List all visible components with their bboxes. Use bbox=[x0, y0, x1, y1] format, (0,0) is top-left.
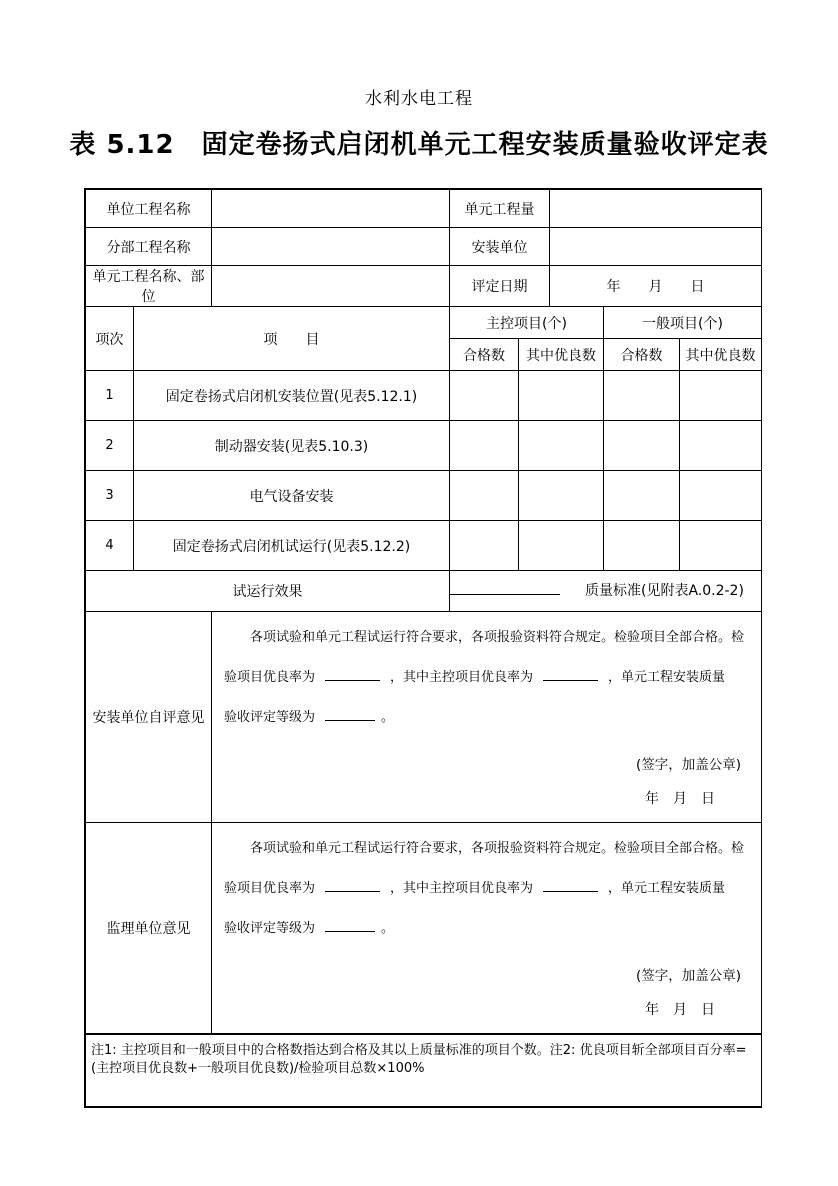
item-1-general-excellent-cell bbox=[680, 371, 762, 421]
installation-unit-value bbox=[550, 228, 762, 266]
opinion-text-line2c: ，单元工程安装质量 bbox=[608, 670, 726, 685]
trial-run-row bbox=[86, 571, 762, 612]
quality-standard-cell bbox=[450, 571, 762, 612]
note-row bbox=[86, 1034, 762, 1107]
opinion-text-line3b: 。 bbox=[381, 710, 395, 725]
item-name: 电气设备安装 bbox=[134, 471, 450, 521]
item-3-general-pass-cell bbox=[604, 471, 680, 521]
supervisor-opinion-section bbox=[85, 822, 762, 1034]
unit-name-part-label: 单元工程名称、部位 bbox=[86, 266, 212, 307]
opinion-text-line3b: 。 bbox=[381, 921, 395, 936]
grade-blank bbox=[325, 720, 375, 721]
item-name: 制动器安装(见表5.10.3) bbox=[134, 421, 450, 471]
supervisor-opinion-content bbox=[212, 823, 762, 1034]
unit-work-quantity-value bbox=[550, 190, 762, 228]
item-4-general-pass-cell bbox=[604, 521, 680, 571]
unit-name-part-value bbox=[212, 266, 450, 307]
installer-opinion-row bbox=[86, 612, 762, 823]
footnote-text: 注1: 主控项目和一般项目中的合格数指达到合格及其以上质量标准的项目个数。注2: 优良项目斩全部项目百分率=(主控项目优良数+一般项目优良数)/检验项目总数×100% bbox=[86, 1034, 762, 1107]
quality-standard-label: 质量标准(见附表A.0.2-2) bbox=[585, 582, 744, 599]
item-3-main-pass-cell bbox=[450, 471, 519, 521]
item-2-general-pass-cell bbox=[604, 421, 680, 471]
table-row-item-4 bbox=[86, 521, 762, 571]
item-3-general-excellent-cell bbox=[680, 471, 762, 521]
excellent-rate-blank bbox=[325, 891, 380, 892]
supervisor-opinion-paragraph bbox=[212, 824, 761, 949]
item-no: 3 bbox=[86, 471, 134, 521]
column-header-main-excellent-count: 其中优良数 bbox=[519, 339, 604, 371]
main-excellent-rate-blank bbox=[543, 680, 598, 681]
item-3-main-excellent-cell bbox=[519, 471, 604, 521]
table-row-item-1 bbox=[86, 371, 762, 421]
item-4-main-pass-cell bbox=[450, 521, 519, 571]
opinion-text-line2c: ，单元工程安装质量 bbox=[608, 881, 726, 896]
opinion-text-line2b: ，其中主控项目优良率为 bbox=[390, 670, 534, 685]
column-header-general-pass-count: 合格数 bbox=[604, 339, 680, 371]
column-group-general: 一般项目(个) bbox=[604, 307, 762, 339]
signature-date: 年 月 日 bbox=[645, 791, 715, 807]
supervisor-opinion-row bbox=[86, 823, 762, 1034]
column-header-general-excellent-count: 其中优良数 bbox=[680, 339, 762, 371]
info-row-unit-project bbox=[86, 190, 762, 228]
info-row-division-project bbox=[86, 228, 762, 266]
item-2-main-pass-cell bbox=[450, 421, 519, 471]
grid-header-row-groups bbox=[86, 307, 762, 339]
document-header: 水利水电工程 bbox=[365, 89, 473, 109]
item-no: 4 bbox=[86, 521, 134, 571]
item-4-main-excellent-cell bbox=[519, 521, 604, 571]
division-project-name-value bbox=[212, 228, 450, 266]
signature-date: 年 月 日 bbox=[645, 1002, 715, 1018]
installer-opinion-paragraph bbox=[212, 613, 761, 738]
table-row-item-2 bbox=[86, 421, 762, 471]
opinion-text-line1: 各项试验和单元工程试运行符合要求，各项报验资料符合规定。检验项目全部合格。检 bbox=[250, 630, 745, 645]
item-1-main-excellent-cell bbox=[519, 371, 604, 421]
opinion-text-line3 bbox=[224, 909, 751, 949]
opinion-text-line3a: 验收评定等级为 bbox=[224, 921, 316, 936]
signature-seal-note: (签字，加盖公章) bbox=[635, 757, 741, 773]
item-name: 固定卷扬式启闭机安装位置(见表5.12.1) bbox=[134, 371, 450, 421]
excellent-rate-blank bbox=[325, 680, 380, 681]
grade-blank bbox=[325, 931, 375, 932]
items-section bbox=[85, 306, 762, 571]
opinion-text-line1: 各项试验和单元工程试运行符合要求，各项报验资料符合规定。检验项目全部合格。检 bbox=[250, 841, 745, 856]
item-1-main-pass-cell bbox=[450, 371, 519, 421]
item-4-general-excellent-cell bbox=[680, 521, 762, 571]
column-header-item-no: 项次 bbox=[86, 307, 134, 371]
opinion-text-line2 bbox=[224, 869, 751, 909]
evaluation-date-value: 年 月 日 bbox=[550, 266, 762, 307]
item-no: 2 bbox=[86, 421, 134, 471]
table-row-item-3 bbox=[86, 471, 762, 521]
column-group-main-control: 主控项目(个) bbox=[450, 307, 604, 339]
opinion-text-line3a: 验收评定等级为 bbox=[224, 710, 316, 725]
column-header-item: 项 目 bbox=[134, 307, 450, 371]
installer-opinion-section bbox=[85, 611, 762, 823]
quality-standard-blank-line bbox=[450, 594, 560, 595]
acceptance-form-table bbox=[84, 188, 762, 1108]
unit-project-name-value bbox=[212, 190, 450, 228]
opinion-text-line2a: 验项目优良率为 bbox=[224, 670, 316, 685]
item-2-general-excellent-cell bbox=[680, 421, 762, 471]
item-name: 固定卷扬式启闭机试运行(见表5.12.2) bbox=[134, 521, 450, 571]
trial-run-effect-label: 试运行效果 bbox=[86, 571, 450, 612]
opinion-text-line2b: ，其中主控项目优良率为 bbox=[390, 881, 534, 896]
supervisor-opinion-label: 监理单位意见 bbox=[86, 823, 212, 1034]
installer-opinion-content bbox=[212, 612, 762, 823]
item-1-general-pass-cell bbox=[604, 371, 680, 421]
opinion-text-line2a: 验项目优良率为 bbox=[224, 881, 316, 896]
opinion-text-line3 bbox=[224, 698, 751, 738]
column-header-main-pass-count: 合格数 bbox=[450, 339, 519, 371]
installer-opinion-label: 安装单位自评意见 bbox=[86, 612, 212, 823]
installation-unit-label: 安装单位 bbox=[450, 228, 550, 266]
trial-run-section bbox=[85, 570, 762, 612]
division-project-name-label: 分部工程名称 bbox=[86, 228, 212, 266]
opinion-text-line2 bbox=[224, 658, 751, 698]
unit-project-name-label: 单位工程名称 bbox=[86, 190, 212, 228]
info-row-unit-name-part bbox=[86, 266, 762, 307]
main-excellent-rate-blank bbox=[543, 891, 598, 892]
page-title: 表 5.12 固定卷扬式启闭机单元工程安装质量验收评定表 bbox=[69, 130, 769, 160]
signature-seal-note: (签字，加盖公章) bbox=[635, 968, 741, 984]
evaluation-date-label: 评定日期 bbox=[450, 266, 550, 307]
item-2-main-excellent-cell bbox=[519, 421, 604, 471]
info-section bbox=[85, 189, 762, 307]
note-section bbox=[85, 1033, 762, 1107]
unit-work-quantity-label: 单元工程量 bbox=[450, 190, 550, 228]
item-no: 1 bbox=[86, 371, 134, 421]
